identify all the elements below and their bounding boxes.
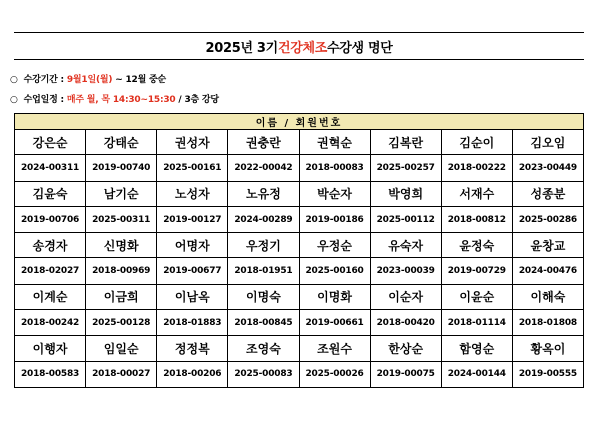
member-name: 강태순	[86, 130, 157, 155]
member-id: 2018-00206	[157, 361, 228, 387]
member-id: 2019-00729	[441, 258, 512, 284]
member-id: 2018-00242	[15, 310, 86, 336]
member-name: 이윤순	[441, 284, 512, 309]
member-id: 2019-00706	[15, 206, 86, 232]
member-name: 송경자	[15, 233, 86, 258]
schedule-value: 매주 월, 목 14:30~15:30	[66, 95, 176, 105]
member-id: 2019-00555	[512, 361, 583, 387]
circle-bullet-icon: ○	[10, 75, 18, 85]
member-name: 어명자	[157, 233, 228, 258]
member-name: 윤창교	[512, 233, 583, 258]
member-name: 권혁순	[299, 130, 370, 155]
member-id: 2019-00661	[299, 310, 370, 336]
member-id: 2019-00677	[157, 258, 228, 284]
member-id: 2025-00286	[512, 206, 583, 232]
member-id: 2023-00449	[512, 155, 583, 181]
name-row	[15, 130, 584, 155]
member-name: 우정기	[228, 233, 299, 258]
member-name: 윤정숙	[441, 233, 512, 258]
member-id: 2025-00161	[157, 155, 228, 181]
member-id: 2024-00144	[441, 361, 512, 387]
member-id: 2019-00127	[157, 206, 228, 232]
member-name: 서재수	[441, 181, 512, 206]
member-name: 박순자	[299, 181, 370, 206]
roster-body	[15, 130, 584, 388]
period-value: 9월1일(월)	[66, 75, 113, 85]
name-row	[15, 181, 584, 206]
member-name: 우정순	[299, 233, 370, 258]
member-name: 정정복	[157, 336, 228, 361]
circle-bullet-icon: ○	[10, 95, 18, 105]
member-name: 이명화	[299, 284, 370, 309]
course-period-line	[10, 72, 166, 85]
member-id: 2018-01951	[228, 258, 299, 284]
member-id-row	[15, 361, 584, 387]
member-name: 유숙자	[370, 233, 441, 258]
member-id: 2018-00845	[228, 310, 299, 336]
member-id: 2018-01114	[441, 310, 512, 336]
member-name: 김복란	[370, 130, 441, 155]
member-id: 2018-00420	[370, 310, 441, 336]
member-name: 김오임	[512, 130, 583, 155]
member-name: 이해숙	[512, 284, 583, 309]
member-name: 임일순	[86, 336, 157, 361]
roster-table	[14, 113, 584, 388]
member-id-row	[15, 155, 584, 181]
member-name: 이순자	[370, 284, 441, 309]
member-name: 조원수	[299, 336, 370, 361]
member-id: 2018-01808	[512, 310, 583, 336]
member-id: 2018-01883	[157, 310, 228, 336]
schedule-rest: / 3층 강당	[178, 95, 219, 105]
member-id-row	[15, 310, 584, 336]
member-name: 한상순	[370, 336, 441, 361]
member-id: 2024-00311	[15, 155, 86, 181]
name-row	[15, 284, 584, 309]
title-part1: 2025년 3기	[205, 40, 278, 56]
member-name: 노성자	[157, 181, 228, 206]
member-id: 2018-00812	[441, 206, 512, 232]
member-name: 성종분	[512, 181, 583, 206]
period-label: 수강기간 :	[23, 75, 67, 85]
member-name: 김순이	[441, 130, 512, 155]
member-id: 2018-00583	[15, 361, 86, 387]
member-id: 2018-00027	[86, 361, 157, 387]
member-name: 김윤숙	[15, 181, 86, 206]
member-id: 2019-00075	[370, 361, 441, 387]
member-id: 2019-00740	[86, 155, 157, 181]
member-id: 2018-02027	[15, 258, 86, 284]
name-row	[15, 336, 584, 361]
title-highlight: 건강체조	[277, 40, 327, 56]
member-name: 권충란	[228, 130, 299, 155]
member-id: 2019-00186	[299, 206, 370, 232]
member-id: 2025-00112	[370, 206, 441, 232]
member-id: 2025-00160	[299, 258, 370, 284]
member-name: 이금희	[86, 284, 157, 309]
member-id-row	[15, 206, 584, 232]
member-name: 이명숙	[228, 284, 299, 309]
member-name: 강은순	[15, 130, 86, 155]
member-name: 이계순	[15, 284, 86, 309]
member-name: 황옥이	[512, 336, 583, 361]
member-name: 노유정	[228, 181, 299, 206]
member-id: 2023-00039	[370, 258, 441, 284]
member-name: 신명화	[86, 233, 157, 258]
member-id: 2024-00289	[228, 206, 299, 232]
member-id: 2025-00026	[299, 361, 370, 387]
member-name: 박영희	[370, 181, 441, 206]
member-id: 2025-00311	[86, 206, 157, 232]
member-id: 2018-00222	[441, 155, 512, 181]
member-name: 이남옥	[157, 284, 228, 309]
member-name: 함영순	[441, 336, 512, 361]
name-row	[15, 233, 584, 258]
member-name: 이행자	[15, 336, 86, 361]
member-id: 2025-00083	[228, 361, 299, 387]
member-name: 남기순	[86, 181, 157, 206]
member-id: 2025-00128	[86, 310, 157, 336]
member-id: 2022-00042	[228, 155, 299, 181]
class-schedule-line	[10, 92, 219, 105]
member-id: 2018-00083	[299, 155, 370, 181]
member-name: 권성자	[157, 130, 228, 155]
schedule-label: 수업일정 :	[23, 95, 67, 105]
member-id: 2018-00969	[86, 258, 157, 284]
title-part2: 수강생 명단	[327, 40, 393, 56]
table-header: 이름 / 회원번호	[15, 114, 584, 130]
member-name: 조영숙	[228, 336, 299, 361]
member-id: 2024-00476	[512, 258, 583, 284]
document-title	[14, 32, 584, 60]
period-rest: ~ 12월 중순	[115, 75, 167, 85]
member-id-row	[15, 258, 584, 284]
member-id: 2025-00257	[370, 155, 441, 181]
